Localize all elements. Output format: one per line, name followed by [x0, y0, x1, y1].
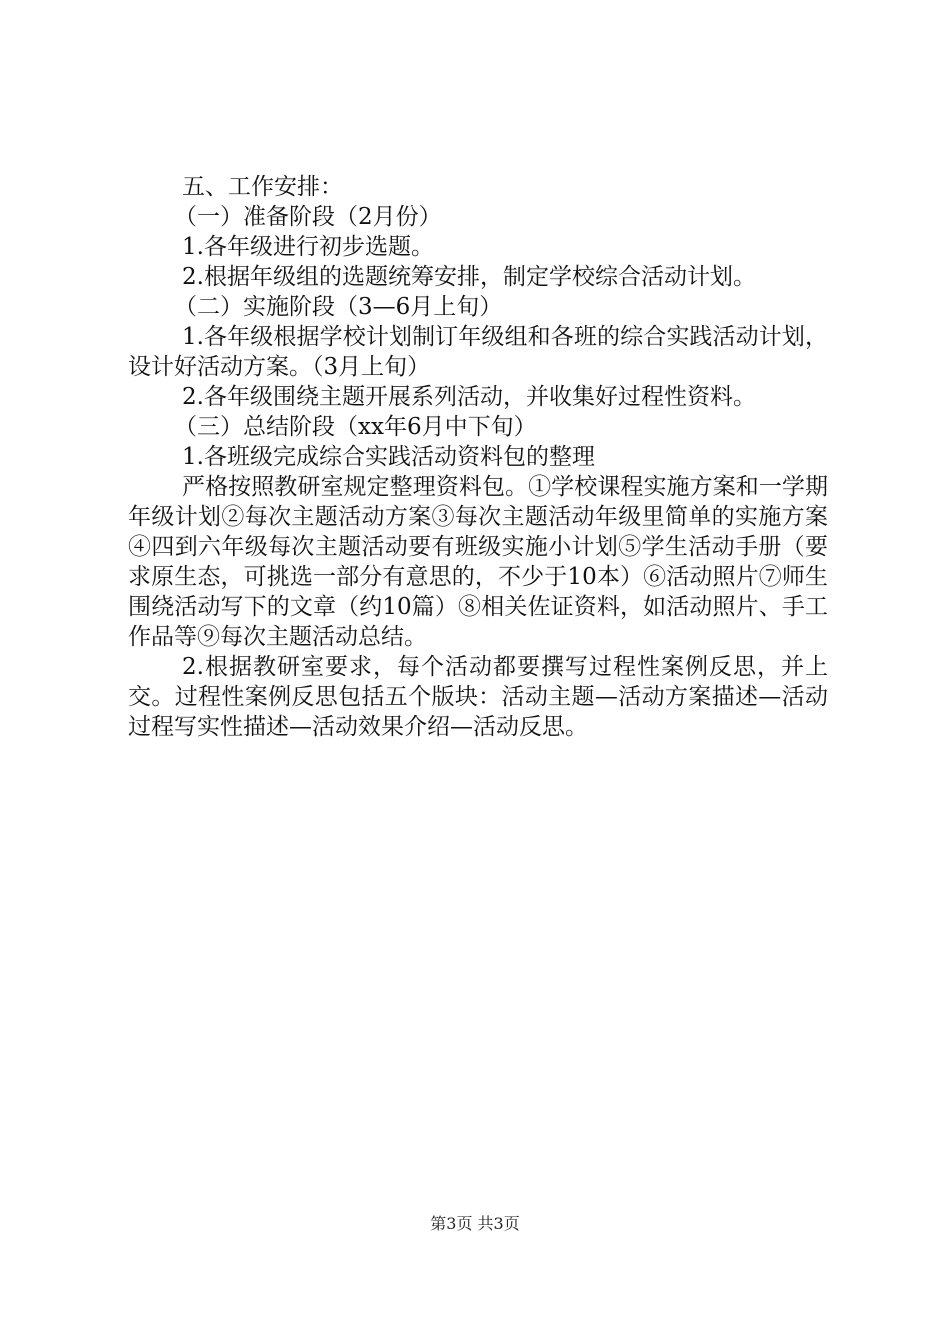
stage2-item-1: 1.各年级根据学校计划制订年级组和各班的综合实践活动计划，设计好活动方案。（3月上旬） [128, 324, 828, 380]
stage1-item-1: 1.各年级进行初步选题。 [182, 234, 434, 260]
stage1-heading: （一）准备阶段（2月份） [174, 204, 442, 230]
stage1-item-2: 2.根据年级组的选题统筹安排，制定学校综合活动计划。 [182, 264, 756, 290]
stage3-item-1-title: 1.各班级完成综合实践活动资料包的整理 [182, 444, 595, 470]
document-body [128, 172, 828, 742]
stage2-heading: （二）实施阶段（3—6月上旬） [174, 294, 503, 320]
stage3-item-2: 2.根据教研室要求，每个活动都要撰写过程性案例反思，并上交。过程性案例反思包括五个版块：活动主题—活动方案描述—活动过程写实性描述—活动效果介绍—活动反思。 [128, 654, 828, 740]
stage2-item-2: 2.各年级围绕主题开展系列活动，并收集好过程性资料。 [182, 384, 756, 410]
section-heading: 五、工作安排： [182, 174, 343, 200]
stage3-heading: （三）总结阶段（xx年6月中下旬） [174, 414, 537, 440]
stage3-item-1-body: 严格按照教研室规定整理资料包。①学校课程实施方案和一学期年级计划②每次主题活动方案③每次主题活动年级里简单的实施方案④四到六年级每次主题活动要有班级实施小计划⑤学生活动手册（要求原生态，可挑选一部分有意思的，不少于10本）⑥活动照片⑦师生围绕活动写下的文章（约10篇）⑧相关佐证资料，如活动照片、手工作品等⑨每次主题活动总结。 [128, 474, 828, 650]
page-footer: 第3页 共3页 [430, 1214, 520, 1233]
